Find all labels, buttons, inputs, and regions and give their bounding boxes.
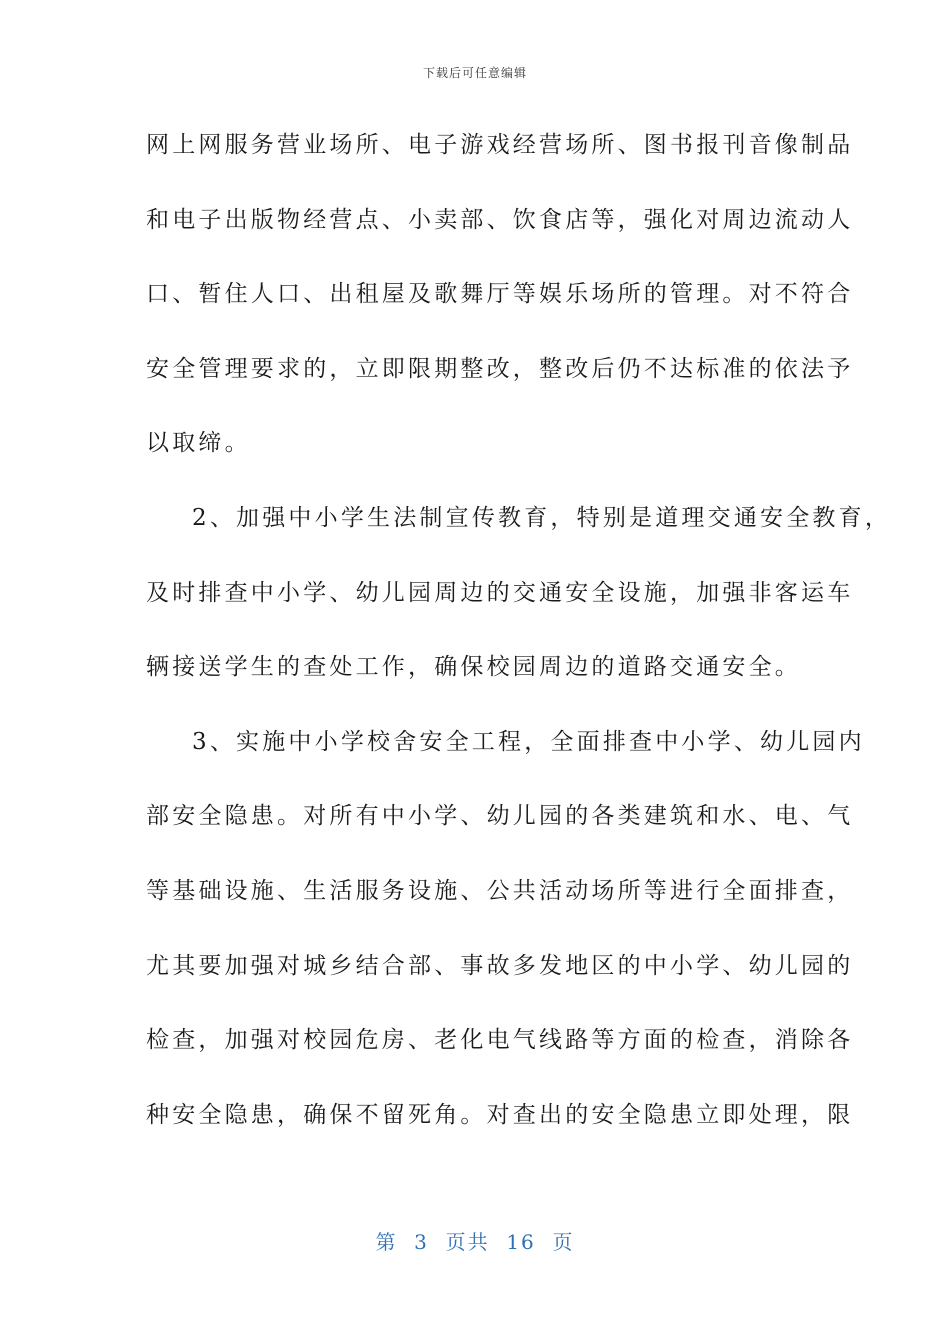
paragraph-start-line: 3、实施中小学校舍安全工程，全面排查中小学、幼儿园内 (192, 728, 865, 755)
text-line: 口、暂住人口、出租屋及歌舞厅等娱乐场所的管理。对不符合 (146, 281, 854, 308)
text-line: 辆接送学生的查处工作，确保校园周边的道路交通安全。 (146, 654, 801, 681)
text-line: 部安全隐患。对所有中小学、幼儿园的各类建筑和水、电、气 (146, 803, 854, 830)
page-number: 第 3 页共 16 页 (375, 1230, 575, 1254)
text-line: 安全管理要求的，立即限期整改，整改后仍不达标准的依法予 (146, 355, 854, 382)
text-line: 尤其要加强对城乡结合部、事故多发地区的中小学、幼儿园的 (146, 952, 854, 979)
text-line: 检查，加强对校园危房、老化电气线路等方面的检查，消除各 (146, 1027, 854, 1054)
text-line: 网上网服务营业场所、电子游戏经营场所、图书报刊音像制品 (146, 132, 854, 158)
text-line: 和电子出版物经营点、小卖部、饮食店等，强化对周边流动人 (146, 206, 854, 233)
text-line: 及时排查中小学、幼儿园周边的交通安全设施，加强非客运车 (146, 579, 854, 606)
text-line: 种安全隐患，确保不留死角。对查出的安全隐患立即处理，限 (146, 1101, 854, 1128)
paragraph-start-line: 2、加强中小学生法制宣传教育，特别是道理交通安全教育， (192, 504, 892, 531)
text-line: 以取缔。 (146, 430, 251, 457)
document-body (146, 120, 892, 1164)
text-line: 等基础设施、生活服务设施、公共活动场所等进行全面排查， (146, 877, 854, 904)
header-note: 下载后可任意编辑 (422, 66, 527, 80)
